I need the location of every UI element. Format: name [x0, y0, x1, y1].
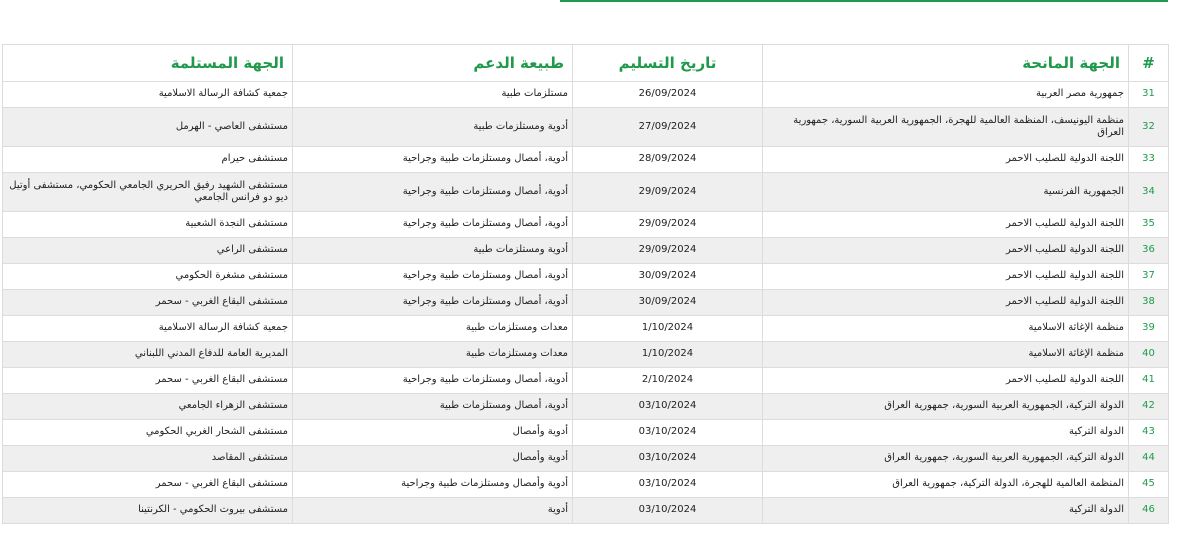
cell-donor: اللجنة الدولية للصليب الاحمر — [763, 238, 1129, 264]
cell-number: 44 — [1129, 446, 1169, 472]
cell-donor: الدولة التركية — [763, 498, 1129, 524]
header-delivery-date: تاريخ التسليم — [573, 45, 763, 82]
cell-support-type: أدوية، أمصال ومستلزمات طبية وجراحية — [293, 173, 573, 212]
cell-recipient: مستشفى البقاع الغربي - سحمر — [3, 368, 293, 394]
header-number: # — [1129, 45, 1169, 82]
cell-delivery-date: 03/10/2024 — [573, 394, 763, 420]
table-row — [3, 342, 1169, 368]
cell-donor: جمهورية مصر العربية — [763, 82, 1129, 108]
cell-support-type: أدوية، أمصال ومستلزمات طبية — [293, 394, 573, 420]
table-row — [3, 368, 1169, 394]
cell-delivery-date: 03/10/2024 — [573, 420, 763, 446]
table-row — [3, 173, 1169, 212]
cell-donor: منظمة الإغاثة الاسلامية — [763, 316, 1129, 342]
cell-support-type: أدوية — [293, 498, 573, 524]
table-row — [3, 108, 1169, 147]
cell-recipient: مستشفى حيرام — [3, 147, 293, 173]
cell-delivery-date: 03/10/2024 — [573, 472, 763, 498]
cell-number: 38 — [1129, 290, 1169, 316]
cell-recipient: مستشفى الراعي — [3, 238, 293, 264]
table-row — [3, 238, 1169, 264]
cell-donor: منظمة اليونيسف، المنظمة العالمية للهجرة، الجمهورية العربية السورية، جمهورية العراق — [763, 108, 1129, 147]
header-donor: الجهة المانحة — [763, 45, 1129, 82]
cell-delivery-date: 03/10/2024 — [573, 446, 763, 472]
cell-donor: الدولة التركية، الجمهورية العربية السورية، جمهورية العراق — [763, 394, 1129, 420]
cell-number: 45 — [1129, 472, 1169, 498]
cell-support-type: أدوية، أمصال ومستلزمات طبية وجراحية — [293, 290, 573, 316]
cell-delivery-date: 1/10/2024 — [573, 316, 763, 342]
table-row — [3, 147, 1169, 173]
cell-donor: اللجنة الدولية للصليب الاحمر — [763, 212, 1129, 238]
cell-support-type: أدوية، أمصال ومستلزمات طبية وجراحية — [293, 368, 573, 394]
cell-number: 33 — [1129, 147, 1169, 173]
cell-donor: اللجنة الدولية للصليب الاحمر — [763, 147, 1129, 173]
cell-donor: منظمة الإغاثة الاسلامية — [763, 342, 1129, 368]
table-row — [3, 316, 1169, 342]
cell-recipient: مستشفى بيروت الحكومي - الكرنتينا — [3, 498, 293, 524]
cell-number: 35 — [1129, 212, 1169, 238]
table-row — [3, 290, 1169, 316]
cell-support-type: أدوية، أمصال ومستلزمات طبية وجراحية — [293, 264, 573, 290]
cell-number: 34 — [1129, 173, 1169, 212]
header-support-type: طبيعة الدعم — [293, 45, 573, 82]
cell-number: 31 — [1129, 82, 1169, 108]
cell-donor: اللجنة الدولية للصليب الاحمر — [763, 368, 1129, 394]
cell-recipient: مستشفى البقاع الغربي - سحمر — [3, 290, 293, 316]
cell-number: 32 — [1129, 108, 1169, 147]
cell-delivery-date: 03/10/2024 — [573, 498, 763, 524]
cell-donor: اللجنة الدولية للصليب الاحمر — [763, 290, 1129, 316]
cell-recipient: المديرية العامة للدفاع المدني اللبناني — [3, 342, 293, 368]
cell-recipient: مستشفى العاصي - الهرمل — [3, 108, 293, 147]
cell-delivery-date: 2/10/2024 — [573, 368, 763, 394]
cell-delivery-date: 30/09/2024 — [573, 290, 763, 316]
cell-delivery-date: 26/09/2024 — [573, 82, 763, 108]
cell-donor: الجمهورية الفرنسية — [763, 173, 1129, 212]
cell-support-type: أدوية، أمصال ومستلزمات طبية وجراحية — [293, 147, 573, 173]
cell-support-type: أدوية وأمصال — [293, 446, 573, 472]
cell-donor: اللجنة الدولية للصليب الاحمر — [763, 264, 1129, 290]
table-row — [3, 446, 1169, 472]
cell-delivery-date: 27/09/2024 — [573, 108, 763, 147]
table-row — [3, 82, 1169, 108]
table-row — [3, 420, 1169, 446]
cell-recipient: مستشفى مشغرة الحكومي — [3, 264, 293, 290]
cell-recipient: مستشفى الزهراء الجامعي — [3, 394, 293, 420]
cell-support-type: معدات ومستلزمات طبية — [293, 342, 573, 368]
cell-recipient: مستشفى الشهيد رفيق الحريري الجامعي الحكومي، مستشفى أوتيل ديو دو فرانس الجامعي — [3, 173, 293, 212]
aid-deliveries-table — [2, 44, 1169, 524]
cell-recipient: مستشفى المقاصد — [3, 446, 293, 472]
cell-support-type: مستلزمات طبية — [293, 82, 573, 108]
cell-recipient: مستشفى الشحار الغربي الحكومي — [3, 420, 293, 446]
table-header-row — [3, 45, 1169, 82]
table-row — [3, 212, 1169, 238]
table-row — [3, 394, 1169, 420]
cell-delivery-date: 29/09/2024 — [573, 238, 763, 264]
cell-number: 39 — [1129, 316, 1169, 342]
cell-recipient: جمعية كشافة الرسالة الاسلامية — [3, 316, 293, 342]
table-row — [3, 472, 1169, 498]
cell-number: 37 — [1129, 264, 1169, 290]
cell-donor: الدولة التركية، الجمهورية العربية السورية، جمهورية العراق — [763, 446, 1129, 472]
cell-number: 41 — [1129, 368, 1169, 394]
table-row — [3, 264, 1169, 290]
cell-delivery-date: 29/09/2024 — [573, 173, 763, 212]
cell-donor: المنظمة العالمية للهجرة، الدولة التركية، جمهورية العراق — [763, 472, 1129, 498]
cell-number: 36 — [1129, 238, 1169, 264]
cell-support-type: أدوية وأمصال — [293, 420, 573, 446]
header-recipient: الجهة المستلمة — [3, 45, 293, 82]
cell-donor: الدولة التركية — [763, 420, 1129, 446]
cell-support-type: أدوية وأمصال ومستلزمات طبية وجراحية — [293, 472, 573, 498]
cell-number: 42 — [1129, 394, 1169, 420]
cell-support-type: معدات ومستلزمات طبية — [293, 316, 573, 342]
cell-recipient: مستشفى البقاع الغربي - سحمر — [3, 472, 293, 498]
cell-support-type: أدوية ومستلزمات طبية — [293, 238, 573, 264]
cell-delivery-date: 1/10/2024 — [573, 342, 763, 368]
cell-number: 43 — [1129, 420, 1169, 446]
cell-delivery-date: 28/09/2024 — [573, 147, 763, 173]
cell-support-type: أدوية، أمصال ومستلزمات طبية وجراحية — [293, 212, 573, 238]
cell-recipient: جمعية كشافة الرسالة الاسلامية — [3, 82, 293, 108]
cell-support-type: أدوية ومستلزمات طبية — [293, 108, 573, 147]
table-row — [3, 498, 1169, 524]
cell-number: 46 — [1129, 498, 1169, 524]
cell-delivery-date: 30/09/2024 — [573, 264, 763, 290]
cell-delivery-date: 29/09/2024 — [573, 212, 763, 238]
cell-recipient: مستشفى النجدة الشعبية — [3, 212, 293, 238]
top-accent-rule — [560, 0, 1168, 2]
cell-number: 40 — [1129, 342, 1169, 368]
